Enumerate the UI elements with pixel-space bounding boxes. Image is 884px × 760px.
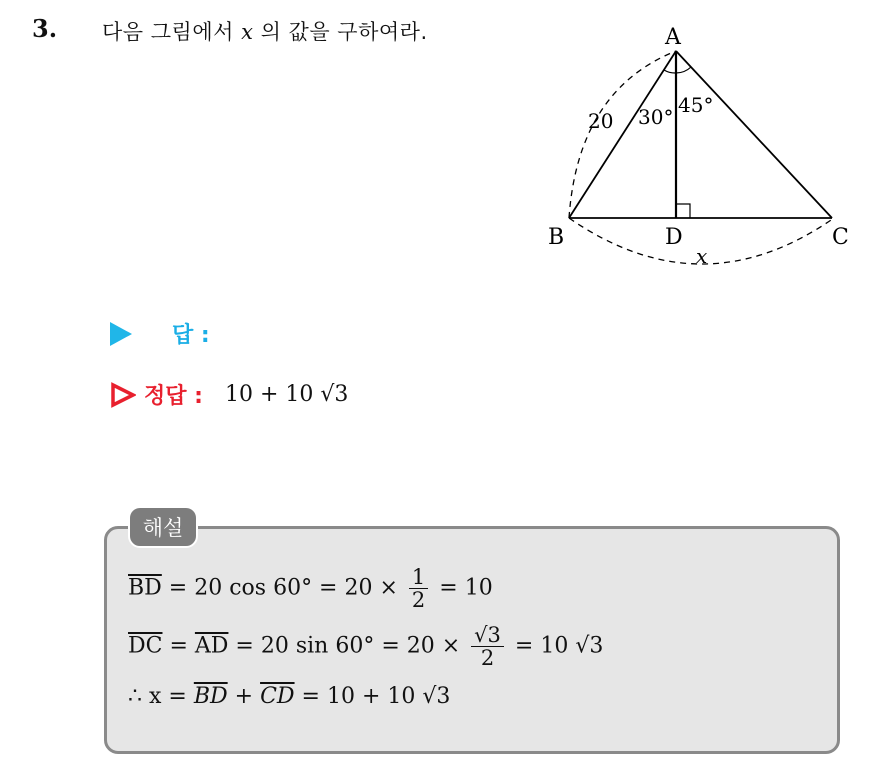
angle-bad-label: 30°	[638, 105, 674, 129]
solution-line-2	[128, 624, 603, 669]
vertex-label-a: A	[665, 25, 681, 50]
fraction-sqrt3-half	[471, 624, 504, 669]
angle-arc-dac	[676, 67, 691, 73]
angle-arc-bad	[664, 70, 676, 73]
segment-bd-italic: $\overline{BD}$	[193, 684, 228, 709]
fraction-numerator: √3	[471, 624, 504, 647]
question-variable: x	[241, 20, 254, 44]
correct-answer-value: 10 + 10 √3	[224, 382, 349, 407]
fraction-denominator: 2	[411, 588, 426, 613]
line3-plus: +	[227, 684, 261, 709]
solution-line-3	[128, 684, 450, 709]
question-text-after: 의 값을 구하여라.	[253, 20, 428, 44]
line3-result: = 10 + 10 √3	[294, 684, 451, 709]
triangle-figure	[540, 20, 860, 270]
line2-expr: = 20 sin 60° = 20 ×	[228, 633, 468, 659]
answer-label: 답 :	[172, 323, 210, 348]
correct-answer-label: 정답 :	[144, 384, 203, 409]
answer-row	[110, 318, 210, 349]
line1-expr: = 20 cos 60° = 20 ×	[161, 575, 405, 601]
segment-dc: $\overline{DC}$	[128, 633, 163, 659]
line2-result: = 10 √3	[507, 633, 604, 659]
angle-dac-label: 45°	[678, 93, 714, 117]
play-triangle-icon	[110, 322, 132, 346]
segment-ad: $\overline{AD}$	[194, 633, 229, 659]
segment-bd: $\overline{BD}$	[128, 575, 162, 601]
solution-line-1	[128, 566, 493, 611]
outline-triangle-icon	[110, 382, 136, 408]
line3-prefix: ∴ x =	[128, 684, 194, 709]
side-bc-variable: x	[696, 244, 708, 268]
question-text-before: 다음 그림에서	[102, 20, 242, 44]
vertex-label-d: D	[665, 225, 683, 250]
vertex-label-b: B	[548, 225, 565, 250]
segment-cd-italic: $\overline{CD}$	[260, 684, 295, 709]
fraction-denominator: 2	[480, 646, 495, 671]
line2-eq: =	[162, 633, 195, 659]
right-angle-marker	[676, 204, 690, 218]
solution-tab: 해설	[128, 506, 198, 548]
line1-result: = 10	[432, 575, 493, 601]
side-ab	[569, 51, 676, 218]
fraction-numerator: 1	[409, 566, 428, 589]
correct-answer-row	[110, 379, 348, 410]
side-ac	[676, 51, 832, 218]
question-text	[102, 16, 428, 46]
question-number: 3.	[32, 14, 58, 43]
fraction-one-half	[409, 566, 428, 611]
vertex-label-c: C	[832, 225, 849, 250]
side-ab-length: 20	[588, 109, 614, 133]
